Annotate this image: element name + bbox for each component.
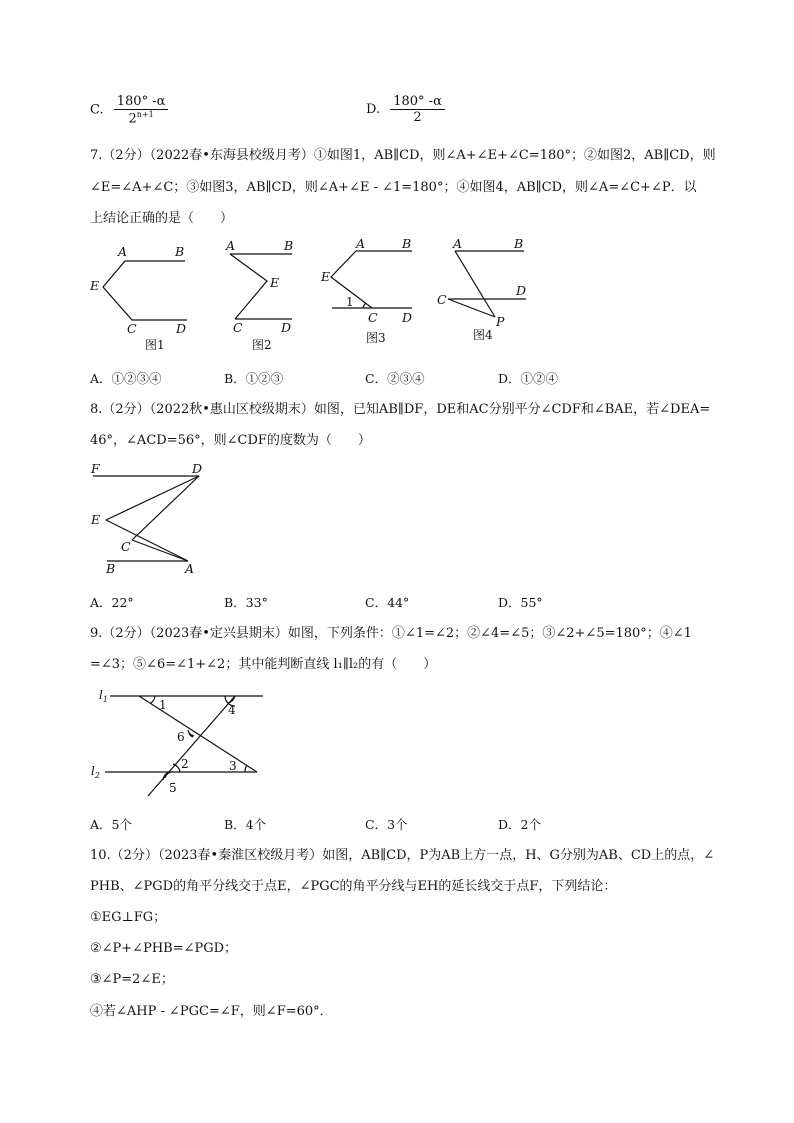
fig2-label-b: B — [284, 238, 294, 253]
fig3-label-b: B — [402, 236, 412, 251]
fig1-label-a: A — [118, 244, 128, 259]
fig2-label-c: C — [233, 320, 243, 335]
fig4-label-c: C — [437, 292, 447, 307]
prev-option-c — [90, 94, 168, 126]
fig4-label-d: D — [516, 283, 527, 298]
fig4-label-p: P — [496, 314, 505, 329]
q8-label-e: E — [91, 512, 101, 527]
prev-option-d — [366, 94, 445, 125]
fig2-label-d: D — [281, 320, 292, 335]
q9-option-d[interactable]: D．2个 — [498, 817, 541, 832]
q8-figure — [85, 458, 215, 578]
q8-label-b: B — [106, 561, 116, 576]
q8-label-a: A — [185, 561, 195, 576]
q9-l2-letter: l — [91, 764, 95, 778]
q10-line2: PHB、∠PGD的角平分线交于点E，∠PGC的角平分线与EH的延长线交于点F，下列结论： — [90, 879, 617, 894]
q9-angle-4: 4 — [228, 703, 236, 717]
q9-line1: 9.（2分）（2023春•定兴县期末）如图，下列条件：①∠1=∠2；②∠4=∠5；③∠2+∠5=180°；④∠1 — [90, 626, 692, 641]
q9-angle-3: 3 — [229, 759, 237, 773]
fig3-label-e: E — [321, 269, 331, 284]
q7-line2: ∠E=∠A+∠C；③如图3，AB∥CD，则∠A+∠E - ∠1=180°；④如图4，AB∥CD，则∠A=∠C+∠P．以 — [90, 180, 697, 195]
q7-line1: 7.（2分）（2022春•东海县校级月考）①如图1，AB∥CD，则∠A+∠E+∠C=180°；②如图2，AB∥CD，则 — [90, 148, 716, 163]
fig3-label-d: D — [402, 310, 413, 325]
fig1-caption: 图1 — [145, 338, 165, 352]
q9-l1-sub: 1 — [102, 695, 108, 704]
q7-option-a[interactable]: A．①②③④ — [90, 371, 162, 386]
fig3-label-c: C — [368, 310, 378, 325]
q9-angle-2: 2 — [181, 757, 189, 771]
q9-option-a[interactable]: A．5个 — [90, 817, 132, 832]
option-d-label: D. — [366, 102, 381, 117]
option-c-label: C. — [90, 102, 104, 118]
option-c-den-base: 2 — [128, 111, 137, 127]
q8-option-c[interactable]: C．44° — [365, 595, 410, 610]
option-c-numerator: 180° -α — [114, 94, 169, 110]
fig3-caption: 图3 — [366, 331, 386, 345]
q7-figures — [80, 232, 550, 354]
fig3-label-a: A — [356, 236, 366, 251]
option-c-fraction — [114, 94, 169, 126]
q7-option-b[interactable]: B．①②③ — [224, 371, 284, 386]
q8-label-f: F — [91, 461, 100, 476]
option-d-denominator: 2 — [413, 110, 422, 125]
q7-option-d[interactable]: D．①②④ — [498, 371, 559, 386]
q9-option-c[interactable]: C．3个 — [365, 817, 408, 832]
q10-conclusion-2: ②∠P+∠PHB=∠PGD； — [90, 941, 238, 956]
q8-option-b[interactable]: B．33° — [224, 595, 268, 610]
q9-l1-letter: l — [99, 688, 103, 702]
fig2-label-e: E — [270, 275, 280, 290]
q9-figure — [85, 684, 270, 799]
q9-angle-1: 1 — [159, 698, 167, 712]
fig2-label-a: A — [226, 238, 236, 253]
option-c-den-exp: n+1 — [136, 110, 154, 119]
q9-line-l1 — [99, 688, 108, 704]
q10-conclusion-1: ①EG⊥FG； — [90, 910, 167, 925]
fig1-label-e: E — [90, 278, 100, 293]
q9-l2-sub: 2 — [94, 771, 100, 780]
q8-option-d[interactable]: D．55° — [498, 595, 543, 610]
q9-angle-5: 5 — [169, 781, 177, 795]
option-c-denominator — [114, 110, 169, 126]
q10-conclusion-3: ③∠P=2∠E； — [90, 972, 174, 987]
fig2-caption: 图2 — [252, 338, 272, 352]
q7-line3: 上结论正确的是（ ） — [90, 211, 234, 226]
q9-line2: =∠3；⑤∠6=∠1+∠2；其中能判断直线 l₁∥l₂的有（ ） — [90, 657, 437, 672]
q8-option-a[interactable]: A．22° — [90, 595, 134, 610]
fig3-angle-1: 1 — [346, 295, 354, 309]
q9-angle-6: 6 — [177, 730, 185, 744]
q8-line2: 46°，∠ACD=56°，则∠CDF的度数为（ ） — [90, 433, 371, 448]
fig4-label-b: B — [514, 236, 524, 251]
q9-option-b[interactable]: B．4个 — [224, 817, 267, 832]
fig1-label-b: B — [175, 244, 185, 259]
option-d-fraction — [390, 94, 445, 125]
fig4-label-a: A — [453, 236, 463, 251]
q9-line-l2 — [91, 764, 100, 780]
option-d-numerator: 180° -α — [390, 94, 445, 110]
q8-label-c: C — [121, 539, 131, 554]
fig1-label-c: C — [127, 321, 137, 336]
q10-conclusion-4: ④若∠AHP - ∠PGC=∠F，则∠F=60°． — [90, 1004, 333, 1019]
q10-line1: 10.（2分）（2023春•秦淮区校级月考）如图，AB∥CD，P为AB上方一点，H、G分别为AB、CD上的点，∠ — [90, 848, 715, 863]
q8-label-d: D — [192, 461, 203, 476]
fig1-label-d: D — [176, 321, 187, 336]
fig4-caption: 图4 — [473, 328, 493, 342]
q7-option-c[interactable]: C．②③④ — [365, 371, 425, 386]
q8-line1: 8.（2分）（2022秋•惠山区校级期末）如图，已知AB∥DF，DE和AC分别平分∠CDF和∠BAE，若∠DEA= — [90, 402, 711, 417]
